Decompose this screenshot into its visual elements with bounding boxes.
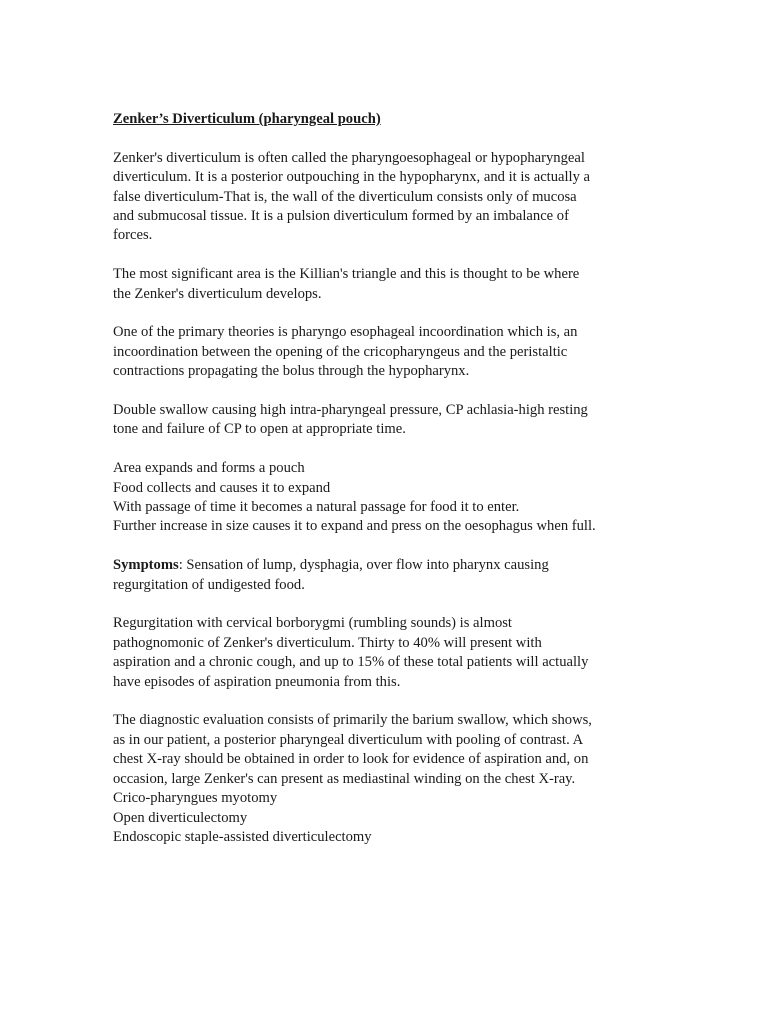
text-line: aspiration and a chronic cough, and up to 15% of these total patients will actually [113,654,589,671]
text-line: One of the primary theories is pharyngo esophageal incoordination which is, an [113,324,578,341]
text-line: The diagnostic evaluation consists of primarily the barium swallow, which shows, [113,712,592,729]
text-line: occasion, large Zenker's can present as mediastinal winding on the chest X-ray. [113,770,576,787]
text-line: incoordination between the opening of the cricopharyngeus and the peristaltic [113,343,568,360]
text-line: the Zenker's diverticulum develops. [113,285,322,302]
document-page [113,110,658,847]
symptoms-text: : Sensation of lump, dysphagia, over flow into pharynx causing [178,557,549,574]
text-line: false diverticulum-That is, the wall of the diverticulum consists only of mucosa [113,188,577,205]
text-line: Food collects and causes it to expand [113,479,331,496]
text-line [113,556,658,575]
text-line: forces. [113,227,153,244]
paragraph-pouch-development [113,459,658,537]
document-title: Zenker’s Diverticulum (pharyngeal pouch) [113,111,381,127]
text-line: as in our patient, a posterior pharyngeal diverticulum with pooling of contrast. A [113,731,584,748]
text-line: The most significant area is the Killian's triangle and this is thought to be where [113,266,580,283]
text-line: Further increase in size causes it to expand and press on the oesophagus when full. [113,518,596,535]
text-line: chest X-ray should be obtained in order to look for evidence of aspiration and, on [113,751,589,768]
text-line: With passage of time it becomes a natural passage for food it to enter. [113,499,520,516]
text-line: Area expands and forms a pouch [113,460,305,477]
symptoms-label: Symptoms [113,557,179,574]
text-line: have episodes of aspiration pneumonia from this. [113,673,401,690]
text-line: Zenker's diverticulum is often called the pharyngoesophageal or hypopharyngeal [113,149,585,166]
paragraph-regurgitation [113,614,658,692]
text-line: regurgitation of undigested food. [113,576,305,593]
paragraph-diagnosis-treatment [113,711,658,847]
text-line: diverticulum. It is a posterior outpouching in the hypopharynx, and it is actually a [113,169,591,186]
text-line: contractions propagating the bolus through the hypopharynx. [113,363,470,380]
paragraph-definition [113,149,658,246]
text-line: Regurgitation with cervical borborygmi (rumbling sounds) is almost [113,615,512,632]
paragraph-double-swallow [113,401,658,440]
text-line: Double swallow causing high intra-pharyngeal pressure, CP achlasia-high resting [113,402,588,419]
paragraph-killian-triangle [113,265,658,304]
paragraph-theories [113,323,658,381]
treatment-item: Endoscopic staple-assisted diverticulectomy [113,828,372,845]
treatment-item: Open diverticulectomy [113,809,248,826]
text-line: and submucosal tissue. It is a pulsion diverticulum formed by an imbalance of [113,208,569,225]
text-line: tone and failure of CP to open at appropriate time. [113,421,406,438]
treatment-item: Crico-pharyngues myotomy [113,790,278,807]
paragraph-symptoms [113,556,658,595]
text-line: pathognomonic of Zenker's diverticulum. Thirty to 40% will present with [113,634,542,651]
